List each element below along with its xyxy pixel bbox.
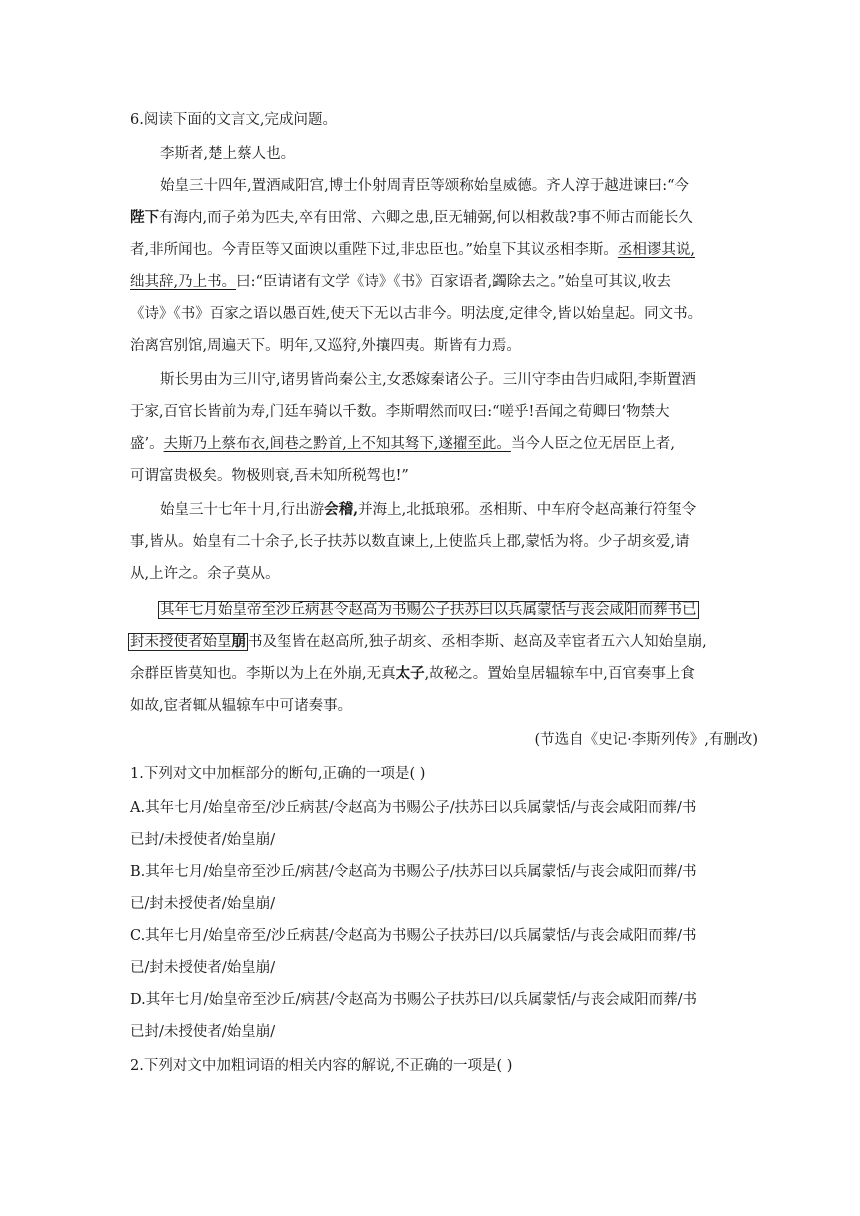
question-1-option-b-line-1: B.其年七月/始皇帝至沙丘/病甚/令赵高为书赐公子/扶苏曰以兵属蒙恬/与丧会咸阳而葬/书	[130, 864, 697, 880]
question-intro: 6.阅读下面的文言文,完成问题。	[130, 112, 337, 128]
text-span: 并海上,北抵琅邪。丞相斯、中车府令赵高兼行符玺令	[358, 502, 697, 518]
passage-paragraph-3-line-4: 可谓富贵极矣。物极则衰,吾未知所税驾也!”	[130, 468, 409, 484]
passage-paragraph-2-line-3	[130, 234, 695, 266]
text-span: ,故秘之。置始皇居辒辌车中,百官奏事上食	[424, 666, 695, 682]
boxed-sentence-cont	[128, 633, 248, 651]
underlined-sentence-1-cont: 绌其辞,乃上书。	[130, 274, 237, 290]
passage-paragraph-1: 李斯者,楚上蔡人也。	[160, 146, 296, 162]
bold-term-bixia: 陛下	[130, 209, 159, 226]
passage-paragraph-5-line-4: 如故,宦者辄从辒辌车中可诸奏事。	[130, 698, 353, 714]
question-1-option-c-line-1: C.其年七月/始皇帝至/沙丘病甚/令赵高为书赐公子扶苏曰/以兵属蒙恬/与丧会咸阳而葬/书	[130, 928, 697, 944]
text-span: 始皇三十七年十月,行出游	[160, 502, 325, 518]
passage-paragraph-5-line-1	[158, 594, 699, 626]
question-1-stem: 1.下列对文中加框部分的断句,正确的一项是( )	[130, 766, 426, 782]
underlined-sentence-2: 夫斯乃上蔡布衣,闾巷之黔首,上不知其驽下,遂擢至此。	[163, 436, 511, 452]
passage-paragraph-2-line-5: 《诗》《书》百家之语以愚百姓,使天下无以古非今。明法度,定律令,皆以始皇起。同文书。	[130, 306, 703, 322]
passage-paragraph-3-line-3	[130, 428, 675, 460]
question-2-stem: 2.下列对文中加粗词语的相关内容的解说,不正确的一项是( )	[130, 1058, 513, 1074]
question-1-option-c-line-2: 已/封未授使者/始皇崩/	[130, 960, 276, 976]
bold-term-beng: 崩	[231, 633, 246, 650]
underlined-sentence-1: 丞相谬其说,	[617, 242, 695, 258]
passage-paragraph-2-line-1: 始皇三十四年,置酒咸阳宫,博士仆射周青臣等颂称始皇威德。齐人淳于越进谏曰:“今	[160, 178, 690, 194]
passage-paragraph-2-line-6: 治离宫别馆,周遍天下。明年,又巡狩,外攘四夷。斯皆有力焉。	[130, 338, 521, 354]
bold-term-taizi: 太子	[395, 665, 425, 682]
passage-paragraph-4-line-3: 从,上许之。余子莫从。	[130, 566, 280, 582]
passage-paragraph-3-line-1: 斯长男由为三川守,诸男皆尚秦公主,女悉嫁秦诸公子。三川守李由告归咸阳,李斯置酒	[160, 372, 696, 388]
text-span: 盛’。	[130, 436, 164, 452]
passage-paragraph-5-line-2	[128, 626, 707, 658]
passage-paragraph-2-line-4	[130, 266, 671, 298]
question-1-option-b-line-2: 已/封未授使者/始皇崩/	[130, 896, 276, 912]
text-span: 余群臣皆莫知也。李斯以为上在外崩,无真	[130, 666, 396, 682]
passage-source: (节选自《史记·李斯列传》,有删改)	[534, 732, 758, 748]
text-span: 有海内,而子弟为匹夫,卒有田常、六卿之患,臣无辅弼,何以相救哉?事不师古而能长久	[159, 210, 693, 226]
bold-term-kuaiji: 会稽,	[324, 501, 359, 518]
text-span: 者,非所闻也。今青臣等又面谀以重陛下过,非忠臣也。”始皇下其议丞相李斯。	[130, 242, 618, 258]
question-1-option-a-line-2: 已封/未授使者/始皇崩/	[130, 832, 276, 848]
question-1-option-d-line-2: 已封/未授使者/始皇崩/	[130, 1024, 276, 1040]
passage-paragraph-5-line-3	[130, 658, 695, 690]
text-span: 曰:“臣请诸有文学《诗》《书》百家语者,蠲除去之。”始皇可其议,收去	[236, 274, 672, 290]
passage-paragraph-4-line-2: 事,皆从。始皇有二十余子,长子扶苏以数直谏上,上使监兵上郡,蒙恬为将。少子胡亥爱,请	[130, 534, 690, 550]
question-1-option-d-line-1: D.其年七月/始皇帝至沙丘/病甚/令赵高为书赐公子扶苏曰/以兵属蒙恬/与丧会咸阳而葬/书	[130, 992, 698, 1008]
passage-paragraph-3-line-2: 于家,百官长皆前为寿,门廷车骑以千数。李斯喟然而叹曰:“嗟乎!吾闻之荀卿曰‘物禁大	[130, 404, 670, 420]
passage-paragraph-2-line-2	[130, 202, 693, 234]
text-span: 书及玺皆在赵高所,独子胡亥、丞相李斯、赵高及幸宦者五六人知始皇崩,	[248, 634, 707, 650]
text-span: 封未授使者始皇	[130, 634, 232, 650]
question-1-option-a-line-1: A.其年七月/始皇帝至/沙丘病甚/令赵高为书赐公子/扶苏曰以兵属蒙恬/与丧会咸阳而葬/书	[130, 800, 697, 816]
boxed-sentence: 其年七月始皇帝至沙丘病甚令赵高为书赐公子扶苏曰以兵属蒙恬与丧会咸阳而葬书已	[160, 602, 697, 618]
passage-paragraph-4-line-1	[160, 494, 696, 526]
text-span: 当今人臣之位无居臣上者,	[510, 436, 676, 452]
